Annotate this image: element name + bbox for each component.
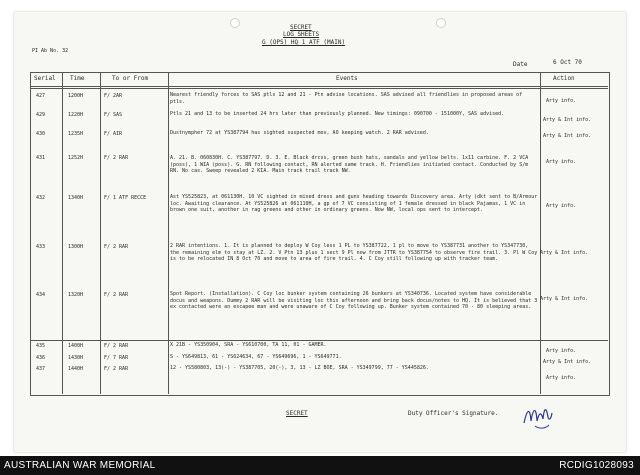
- column-divider: [168, 72, 169, 394]
- row-time: 1320H: [68, 292, 84, 298]
- row-serial: 429: [36, 112, 46, 118]
- row-time: 1235H: [68, 131, 84, 137]
- row-time: 1440H: [68, 366, 84, 372]
- header-to-from: To or From: [112, 75, 149, 82]
- date-value: 6 Oct 70: [553, 59, 582, 66]
- row-serial: 431: [36, 155, 46, 161]
- row-event: Nearest friendly forces to SAS ptls 12 and 21 - Ptn advise locations. SAS advised all friendlies in proposed areas of ptls.: [170, 92, 523, 105]
- row-event: Ast YS525823, at 061130H. 10 VC sighted in mixed dress and guns heading towards Discovery area. Arty (dkt sent to B/Armour loc. Awaiting clearance. At YS525826 at 061110H, a gp of 7 VC consisting of 1 female dressed in black Pajamas, 1 VC in brown one suit, another in rag greens and other in ordinary greens. Now NW, local ops sent to intercept.: [170, 194, 538, 214]
- row-event: X 21B - YS350904, SRA - YS610700, TA 11, 01 - GAMER.: [170, 342, 327, 348]
- header-divider: [30, 86, 608, 87]
- row-to-from: F/ 2 RAR: [104, 292, 129, 298]
- row-time: 1300H: [68, 244, 84, 250]
- punch-hole: [436, 18, 446, 28]
- header-action: Action: [553, 75, 575, 82]
- row-time: 1340H: [68, 195, 84, 201]
- header-divider: [30, 88, 608, 89]
- row-time: 1252H: [68, 155, 84, 161]
- date-label: Date: [513, 61, 528, 68]
- archive-name: AUSTRALIAN WAR MEMORIAL: [4, 460, 156, 471]
- row-action: Arty & Int info.: [540, 296, 589, 302]
- row-serial: 437: [36, 366, 46, 372]
- row-to-from: F/ SAS: [104, 112, 123, 118]
- row-event: Dustnympher 72 at YS387794 has sighted suspected mov, AO keeping watch. 2 RAR advised.: [170, 130, 429, 136]
- row-action: Arty info.: [546, 159, 577, 165]
- row-event: Ptls 21 and 13 to be inserted 24 hrs later than previously planned. New timings: 090700 - 151000Y, SAS advised.: [170, 111, 505, 117]
- row-action: Arty & Int info.: [543, 133, 592, 139]
- signature-label: Duty Officer's Signature.: [408, 410, 499, 417]
- log-unit: G (OPS) HQ 1 ATF (MAIN): [262, 39, 346, 46]
- row-time: 1430H: [68, 355, 84, 361]
- row-to-from: F/ 7 RAR: [104, 355, 129, 361]
- row-serial: 433: [36, 244, 46, 250]
- row-action: Arty info.: [546, 348, 577, 354]
- header-time: Time: [70, 75, 85, 82]
- row-to-from: F/ 2AR: [104, 93, 123, 99]
- row-action: Arty info.: [546, 203, 577, 209]
- row-serial: 432: [36, 195, 46, 201]
- column-divider: [62, 72, 63, 394]
- row-to-from: F/ AIR: [104, 131, 123, 137]
- row-to-from: F/ 1 ATF RECCE: [104, 195, 147, 201]
- row-action: Arty & Int info.: [543, 359, 592, 365]
- row-to-from: F/ 2 RAR: [104, 343, 129, 349]
- log-title: LOG SHEETS: [283, 31, 320, 38]
- row-divider: [30, 340, 608, 341]
- classification-bottom: SECRET: [286, 410, 308, 417]
- header-events: Events: [336, 75, 358, 82]
- handwritten-signature: [521, 399, 555, 431]
- row-action: Arty info.: [546, 98, 577, 104]
- row-serial: 430: [36, 131, 46, 137]
- row-serial: 436: [36, 355, 46, 361]
- row-event: 12 - YS580803, 13(-) - YS387705, 20(-), 3, 13 - LZ BOE, SRA - YS349799, 77 - YS445826.: [170, 365, 429, 371]
- archive-id: RCDIG1028093: [559, 460, 634, 471]
- column-divider: [100, 72, 101, 394]
- row-time: 1200H: [68, 93, 84, 99]
- header-serial: Serial: [34, 75, 56, 82]
- row-to-from: F/ 2 RAR: [104, 155, 129, 161]
- archive-footer: [0, 456, 640, 475]
- row-serial: 427: [36, 93, 46, 99]
- row-serial: 435: [36, 343, 46, 349]
- row-event: A. 21. B. 060830H. C. YS387797. D. 3. E. Black drcss, green bush hats, sandals and yellow belts. 1x11 carbine. F. 2 VCA (poss), 1 WIA (poss). G. RN following contact, RN alerted same track. H. Friendlies initiated contact. Conducted by S/m RN. No cas. Sweep revealed 2 KIA. Main track trail track NW.: [170, 155, 529, 175]
- row-event: 2 RAR intentions. 1. It is planned to deploy W Coy less 1 PL to YS387722, 1 pl to move to YS387731 another to YS347730, the remaining elm to stay at LZ. 2. V Ptn 13 plus 1 sect 9 Pl now from JTTR to YS387754 to observe fire trail. 3. Pl W Coy is to be relocated IN 8 Oct 70 and move to area of fire trail. 4. C Coy still following up with tracker team.: [170, 243, 538, 263]
- row-action: Arty & Int info.: [540, 250, 589, 256]
- row-event: S - YS649813, 61 - YS624634, 67 - YS649696, 1 - YS649771.: [170, 354, 342, 360]
- row-time: 1400H: [68, 343, 84, 349]
- log-number: PI Ab No. 32: [32, 48, 69, 54]
- row-action: Arty & Int info.: [543, 117, 592, 123]
- punch-hole: [230, 18, 240, 28]
- column-divider: [540, 72, 541, 394]
- row-event: Spot Report. (Installation). C Coy loc bunker system containing 26 bunkers at YS340736. Located system have considerable docus and weapons. Dummy 2 RAR will be visiting loc this afternoon and bring back docus/notes to HQ. It is believed that 3 ex contacted were an escapee man and were unaware of C Coy following up. Bunker system contained 70 - 80 sleeping areas.: [170, 291, 538, 311]
- row-to-from: F/ 2 RAR: [104, 366, 129, 372]
- row-time: 1220H: [68, 112, 84, 118]
- row-serial: 434: [36, 292, 46, 298]
- row-to-from: F/ 2 RAR: [104, 244, 129, 250]
- classification-top: SECRET: [290, 24, 312, 31]
- row-action: Arty info.: [546, 375, 577, 381]
